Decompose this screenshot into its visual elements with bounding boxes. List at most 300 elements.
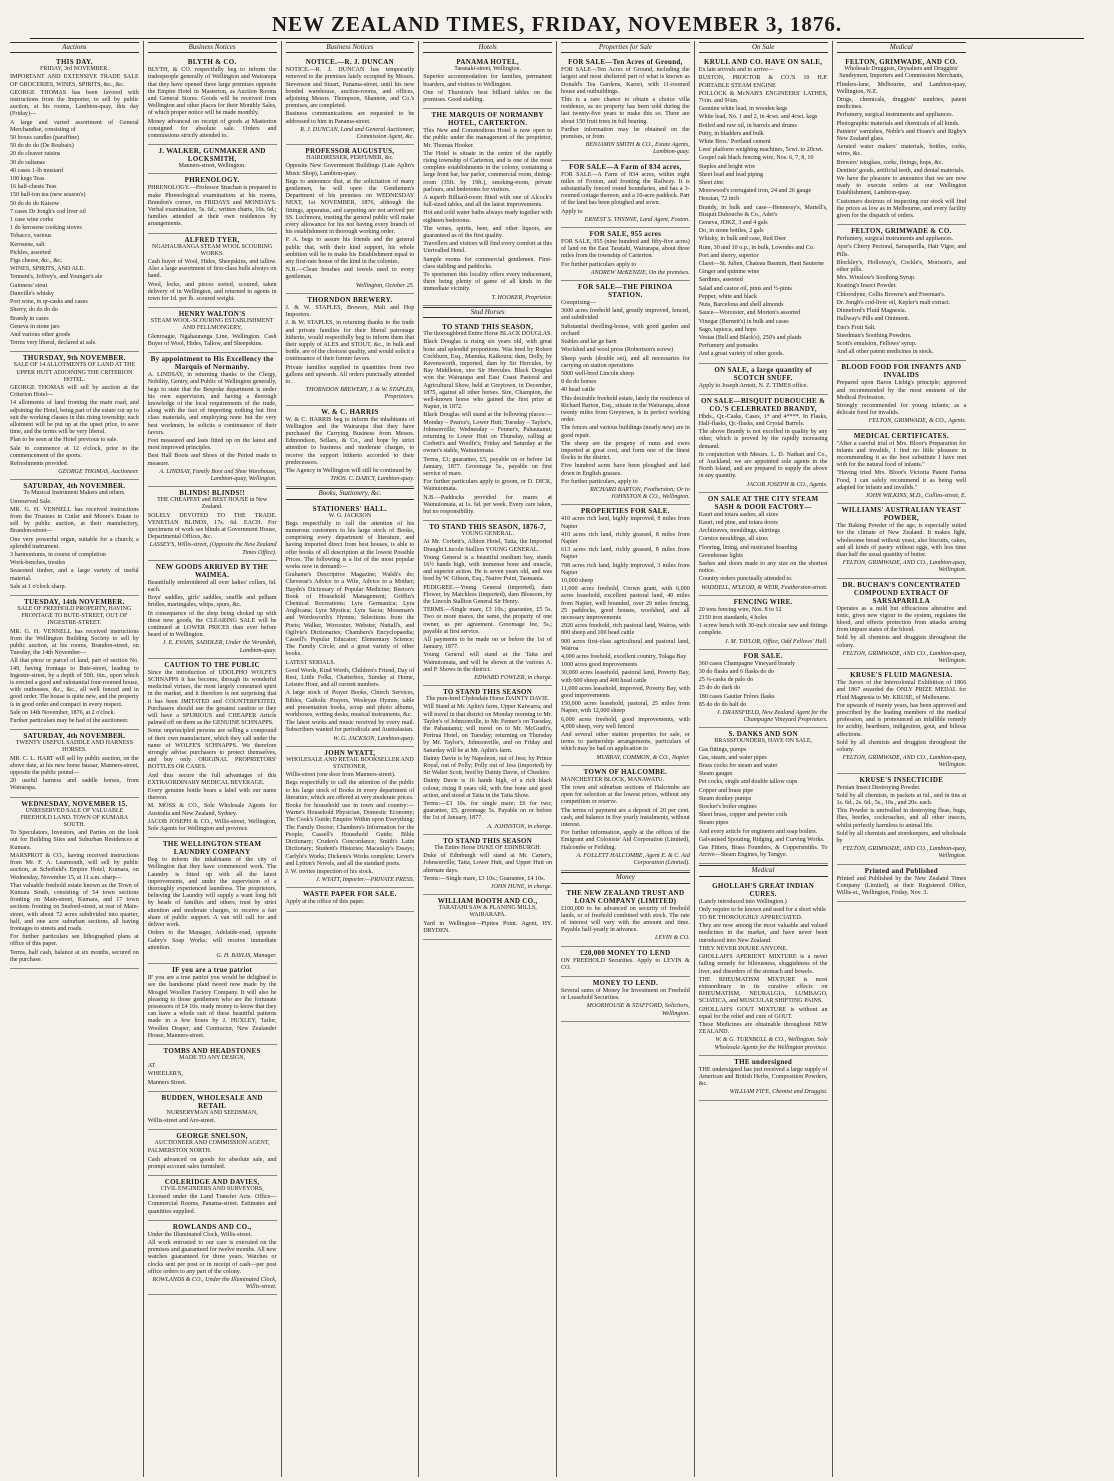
ad-signature: J. M. TAYLOR, Office, Odd Fellows' Hall. <box>724 638 828 645</box>
ad-text: Plan to be seen at the Hotel previous to sale. <box>10 437 118 444</box>
advertisement <box>837 56 967 225</box>
advertisement <box>148 145 277 174</box>
ad-subheading: FRIDAY, 3rd NOVEMBER. <box>40 66 109 73</box>
ad-text: In conjunction with Messrs. L. D. Nathan and Co., of Auckland, we are appointed sole agents in the North Island, and are prepared to supply the above in any quantity. <box>698 451 828 480</box>
ad-text: 360 cases Champagne Vineyard brandy <box>698 660 796 667</box>
ad-signature: GEORGE THOMAS, Auctioneer. <box>58 469 139 476</box>
ad-text: The Agency in Wellington will still be continued by <box>285 467 412 474</box>
ad-text: 40 cases 1-lb mustard <box>10 167 63 174</box>
ad-text: Young General is a beautiful medium bay, stands 16½ hands high, with immense bone and muscle, and superior action. He is seven years old, and was bred by W. Gibson, Esq., Native Point, Tasmania. <box>423 554 552 583</box>
ad-text: Private families supplied in quantities from two gallons and upwards. All orders punctually attended to. <box>285 364 415 385</box>
ad-text: For further particulars, apply to <box>561 478 638 485</box>
ad-subheading: NURSERYMAN AND SEEDSMAN, <box>166 1109 258 1116</box>
ad-text: Architraves, mouldings, skirtings <box>698 528 780 535</box>
ad-text: Do, in stone bottles, 2 gals <box>698 228 764 235</box>
column-5 <box>557 41 695 1477</box>
ad-heading: TUESDAY, 14th NOVEMBER. <box>24 598 125 606</box>
ad-text: Flooring, lining, and rusticated boarding <box>698 544 798 551</box>
ad-text: RUSTON, PROCTOR & CO.'S 10 H.P. PORTABLE STEAM ENGINE <box>698 75 828 89</box>
ad-text: Drugs, chemicals, druggists' sundries, patent medicines. <box>836 97 967 111</box>
ad-signature: G. H. BAYLIS, Manager. <box>216 952 277 959</box>
newspaper-page <box>6 41 1108 1477</box>
ad-signature: J. E. EVANS, SADDLER, Under the Verandah, Lambton-quay. <box>162 640 277 654</box>
section-heading: Medical <box>699 865 828 876</box>
ad-text: The latest works and music received by every mail. Subscribers wanted for periodicals and Australasian. <box>285 720 415 734</box>
ad-heading: THORNDON BREWERY. <box>307 295 393 304</box>
advertisement <box>423 109 552 306</box>
ad-text: Mrs. Winslow's Soothing Syrup. <box>836 275 916 282</box>
ad-text: Perfumery and pomades <box>698 343 758 350</box>
ad-text: Will Stand at Mr. Aplin's farm, Upper Kaiwarra, and will travel in that district on Monday morning to Mr. Taylor's of Johnsonville, to Mr. Fenner's on Tuesday, the Pahautanui; will travel on to Mr. McGrath's, Porirua Hotel, on Tuesday; returning on Thursday by Mr. Taylor's, Johnsonville, and on Friday and Saturday will be at Mr. Aplin's farm. <box>423 704 552 754</box>
ad-text: Photographic materials and chemicals of all kinds. <box>836 120 960 127</box>
ad-text: Terms very liberal, declared at sale. <box>10 340 97 347</box>
ad-heading: TOWN OF HALCOMBE. <box>583 767 668 776</box>
ad-text: Whisky, in bulk and case, Red Deer <box>698 236 787 243</box>
ad-text: J. & W. STAPLES, Brewers, Malt and Hop Importers. <box>285 304 415 319</box>
ad-signature: A. LINDSAY, Family Boot and Shoe Warehouse, Lambton-quay, Wellington. <box>159 468 277 482</box>
ad-signature: A. JOHNSTON, in charge. <box>487 823 552 830</box>
ad-text: Steedman's Soothing Powders. <box>836 332 912 339</box>
ad-text: FOR SALE, 955 (nine hundred and fifty-five acres) of land on the East Taratahi, Wairarapa, about three miles from the township of Carterton. <box>561 239 690 260</box>
ad-heading: W. & C. HARRIS <box>321 407 379 416</box>
ad-text: 10,000 sheep <box>561 577 594 584</box>
ad-text: Superior accommodation for families, permanent boarders, and visitors to Wellington. <box>423 74 552 88</box>
ad-subheading: The thoroughbred Entire Horse BLACK DOUGLAS. <box>423 331 552 338</box>
ad-text: The Baking Powder of the age, is especially suited for the climate of New Zealand. It makes light, wholesome bread without yeast, also biscuits, cakes, and all kinds of pastry without eggs, with less time than half the usual quantity of butter. <box>836 523 967 558</box>
advertisement <box>699 880 828 1056</box>
ad-text: Further information may be obtained on the premises, or from <box>561 126 690 141</box>
ad-text: And several other station properties for sale, or terms to partnership arrangements, particulars of which may be had on application to <box>561 732 690 753</box>
ad-text: Sago, tapioca, and hops <box>698 326 757 333</box>
ad-text: 410 acres rich land, highly improved, 8 miles from Napier <box>561 516 690 530</box>
ad-text: Steam donkey pumps <box>698 795 752 802</box>
ad-text: Prepared upon Baron Liebig's principle; approved and recommended by the most eminent of the Medical Profession. <box>836 380 967 401</box>
advertisement <box>148 234 277 309</box>
ad-text: POLLOCK & McNAB'S ENGINEERS' LATHES, 7¼in. and 9¼in. <box>698 90 828 105</box>
ad-text: Terms, half cash, balance at six months, secured on the purchase. <box>10 949 139 963</box>
ad-text: Nuts, Barcelona and shell almonds <box>698 302 784 309</box>
advertisement <box>837 504 967 578</box>
ad-heading: PROFESSOR AUGUSTUS, <box>305 147 395 156</box>
ad-text: 20 useful harness and saddle horses, from Wairarapa. <box>10 778 139 792</box>
ad-text: 1 case wine corks <box>10 217 54 224</box>
ad-subheading: The Entire Horse DUKE OF EDINBURGH. <box>434 844 542 851</box>
ad-text: Eno's Fruit Salt. <box>836 324 876 331</box>
ad-text: MR. G. H. VENNELL has received instructions from the Trustees in Cutler and Moore's Estate to sell by public auction, at their manufactory, Brandon-street— <box>10 506 139 535</box>
advertisement <box>561 161 690 228</box>
ad-text: Work-benches, trestles <box>10 560 66 567</box>
ad-text: Printed and Published by the New Zealand Times Company (Limited), at their Registered Office, Willis-st., Wellington, Friday, Nov. 3. <box>836 875 967 897</box>
ad-signature: JACOB JOSEPH & CO., Agents. <box>746 481 828 488</box>
ad-text: 85 do do do half do <box>698 701 747 708</box>
ad-heading: NEW GOODS ARRIVED BY THE WAIMEA. <box>155 562 269 579</box>
ad-text: 3600 acres freehold land, greatly improved, fenced, and subdivided <box>561 308 690 322</box>
ad-heading: ON SALE—BISQUIT DUBOUCHE & CO.'S CELEBRATED BRANDY, <box>701 396 826 413</box>
ad-signature: ERNEST S. THYNNE, Land Agent, Foxton. <box>584 216 690 223</box>
ad-text: 2150 iron standards, 4 holes <box>698 614 768 621</box>
ad-text: IMPORTANT AND EXTENSIVE TRADE SALE OF GROCERIES, WINES, SPIRITS, &c., &c. <box>10 74 139 88</box>
ad-text: Stables and lar ge barn <box>561 339 617 346</box>
ad-text: The sheep are the progeny of rams and ewes imported at great cost, and form one of the finest flocks in the district. <box>561 440 690 462</box>
ad-signature: MURRAY, COMMON, & CO., Napier. <box>596 754 690 761</box>
advertisement <box>148 174 277 233</box>
ad-text: For upwards of twenty years, has been approved and prescribed by the leading members of the medical profession, and is pronounced an infallible remedy for acidity, heartburn, indigestion, gout, and bilious affections. <box>836 702 967 738</box>
ad-text: One of Thurston's best billiard tables on the premises. Good stabling. <box>423 89 552 104</box>
ad-subheading: CIVIL ENGINEERS AND SURVEYORS, <box>160 1185 264 1192</box>
ad-heading: ON SALE AT THE CITY STEAM SASH & DOOR FACTORY— <box>707 494 819 511</box>
ad-text: MANCHESTER BLOCK, MANAWATU. <box>561 776 665 783</box>
ad-text: Salad and castor oil, pints and ½-pints <box>698 285 792 292</box>
advertisement <box>10 352 139 480</box>
ad-text: And various other goods <box>10 331 71 338</box>
ad-text: 11,000 acres leasehold, improved, Poverty Bay, with good improvements <box>561 685 690 700</box>
ad-signature: RICHARD BARTON, Featherston; Or to JOHNSTON & CO., Wellington. <box>590 486 690 501</box>
ad-text: Apply to <box>561 208 583 215</box>
advertisement <box>699 364 828 395</box>
ad-text: The Jurors of the Intercolonial Exhibition of 1866 and 1867 awarded the ONLY PRIZE MEDAL for Fluid Magnesia to Mr. KRUSE, of Melbourne. <box>836 680 967 701</box>
advertisement <box>561 228 690 281</box>
ad-text: Lees' platform weighing machines, 5cwt. to 20cwt. <box>698 147 824 154</box>
ad-text: Kauri and totara sashes, all sizes <box>698 511 778 518</box>
advertisement <box>561 887 690 947</box>
advertisement <box>837 225 967 361</box>
ad-text: Geneva, JDKZ, 3 and 4 gals <box>698 220 768 227</box>
ad-text: Boys' saddles, girls' saddles, snaffle and pelham bridles, martingales, whips, spurs, &c. <box>147 595 277 609</box>
ad-text: Sold by all chemists and druggists throughout the colony. <box>836 635 967 649</box>
ad-text: FOR SALE—Ten Acres of Ground, including the largest and most sheltered part of what is known as Donald's Tea Gardens, Karori, with 11-roomed house and outbuildings. <box>561 67 690 95</box>
ad-subheading: THE CHEAPEST and BEST HOUSE in New Zealand. <box>157 497 268 511</box>
ad-text: Pet cocks, single and double tallow cups <box>698 779 798 786</box>
ad-subheading: HAIRDRESSER, PERFUMER, &c. <box>306 155 394 162</box>
ad-text: Country orders punctually attended to. <box>698 576 793 583</box>
ad-signature: R. J. DUNCAN, Land and General Auctioneer, Commission Agent, &c. <box>300 126 415 141</box>
ad-text: Further particulars may be had of the auctioneer. <box>10 718 129 725</box>
ad-text: Cornice mouldings, all sizes <box>698 536 768 543</box>
ad-heading: FOR SALE. <box>743 651 783 660</box>
ad-signature: EDWARD FOWLER, in charge. <box>474 675 552 682</box>
ad-text: And a great variety of other goods. <box>698 351 784 358</box>
ad-text: Refreshments provided. <box>10 460 69 467</box>
ad-text: The wines, spirits, beer, and other liquors, are guaranteed as of the first quality. <box>423 225 552 240</box>
ad-signature: BENJAMIN SMITH & CO., Estate Agents, Lambton-quay. <box>585 142 690 156</box>
ad-signature: FELTON, GRIMWADE, AND CO., Lambton-quay, Wellington. <box>842 755 967 769</box>
ad-text: This New and Commodious Hotel is now open to the public under the management of the proprietor, Mr. Thomas Hooker. <box>423 128 552 149</box>
ad-text: Ex late arrivals and to arrive— <box>698 67 775 74</box>
ad-text: Tennent's, Jeffrey's, and Younger's ale <box>10 274 103 281</box>
ad-text: To Speculators, Investors, and Parties on the look out for Building Sites and Suburban Residences at Kumara. <box>10 830 139 851</box>
ad-text: Willis-street and Aro-street. <box>147 1117 216 1124</box>
ad-text: For further particulars apply to <box>561 261 637 268</box>
ad-heading: WEDNESDAY, NOVEMBER 15. <box>21 799 128 808</box>
ad-text: Pepper, white and black <box>698 293 758 300</box>
ad-text: Under the Illuminated Clock, Willis-street. <box>147 1231 252 1238</box>
advertisement <box>561 505 690 766</box>
ad-text: Dainty Davie is by Napoleon, out of Jess; by Prince Royal, out of Polly; Polly out of Jess (imported) by Sir Walter Scott, bred by Dainty Davie, of Cheshire. <box>423 755 552 777</box>
advertisement <box>423 895 552 940</box>
advertisement <box>148 353 277 487</box>
ad-text: This desirable freehold estate, lately the residence of Richard Barton, Esq., situate in the Wairarapa, about twenty miles from Greytown, is in perfect working order. <box>561 395 690 424</box>
ad-text: BLYTH, & CO. respectfully beg to inform the tradespeople generally of Wellington and Wairarapa that they have opened three large premises opposite the Empire Hotel in Masterton, as Auction Rooms and General Stores. Goods will be received from Wellington and other places for their Monthly Sales, of which proper notice will be made monthly. <box>147 67 277 117</box>
ad-text: 30 do flasks and 6 flasks do do <box>698 669 775 675</box>
ad-subheading: Taranaki-street, Wellington. <box>454 66 522 73</box>
ad-signature: LEVIN & CO. <box>655 935 690 942</box>
ad-text: Dainty Davie is 16 hands high, of a rich black colour, rising 8 years old, with fine bone and good action, and stood at Taita in the Taita Show. <box>423 778 552 799</box>
ad-text: Gas fittings, pumps <box>698 746 747 753</box>
ad-signature: THOS. C. DARCY, Lambton-quay. <box>330 476 415 483</box>
section-heading: Business Notices <box>148 42 277 53</box>
ad-heading: TOMBS AND HEADSTONES <box>163 1046 261 1055</box>
ad-text: For further particulars apply to groom, or D. DICK, Wainuiomata. <box>423 479 552 493</box>
ad-text: Port and sherry, superior <box>698 252 759 259</box>
ad-text: Aerated water makers' materials, bottles, corks, wires, &c. <box>836 144 967 158</box>
ad-text: Putty, in bladders and bulk <box>698 130 764 137</box>
ad-heading: TO STAND THIS SEASON, 1876-7, <box>429 523 547 532</box>
ad-heading: SATURDAY, 4th NOVEMBER. <box>23 732 126 741</box>
section-heading: On Sale <box>699 42 828 53</box>
ad-text: THE RHEUMATISM MIXTURE is most extraordinary in its curative effects on RHEUMATISM, NEURALGIA, LUMBAGO, SCIATICA, and MUSCULAR SHIFTING PAINS. <box>698 976 828 1005</box>
ad-text: PHRENOLOGY.—Professor Strachan is prepared to make Phrenological examinations at his rooms, Brandon's corner, on FRIDAYS and MONDAYS. Verbal examination, 5s. 6d.; written charts, 10s. 6d.; families attended at their own residences by arrangements. <box>147 185 277 228</box>
advertisement <box>148 1176 277 1221</box>
ad-signature: WADDELL, M'LEOD, & WEIR, Featherston-street. <box>701 584 828 591</box>
advertisement <box>699 493 828 596</box>
ad-text: Sample rooms for commercial gentlemen. First-class stabling and paddocks. <box>423 256 552 270</box>
ad-text: GEORGE THOMAS will sell by auction at the Criterion Hotel— <box>10 384 139 399</box>
ad-text: Sheep yards (double set), and all necessaries for carrying on station operations <box>561 355 690 369</box>
ad-text: 180 cases Gautier Frères flasks <box>698 693 775 700</box>
ad-text: 150,000 acres leasehold, pastoral, 25 miles from Napier, with 12,000 sheep <box>561 701 690 715</box>
ad-text: 7 cases Dr Jongh's cod liver oil <box>10 208 86 215</box>
advertisement <box>148 1092 277 1130</box>
ad-text: Substantial dwelling-house, with good garden and orchard <box>561 323 690 337</box>
ad-heading: FOR SALE—A Farm of 834 acres, <box>569 162 682 171</box>
column-3 <box>282 41 420 1477</box>
ad-text: J. W. invites inspection of his stock. <box>285 868 374 875</box>
column-6 <box>695 41 833 1477</box>
ad-text: Flinders-lane, Melbourne, and Lambton-quay, Wellington, N.Z. <box>836 81 967 95</box>
ad-text: Sale to commence at 12 o'clock, prior to the commencement of the sports. <box>10 445 139 459</box>
ad-text: A superb Billiard-room fitted with one of Alcock's full-sized tables, and all the latest improvements. <box>423 195 552 209</box>
ad-text: Several sums of Money for Investment on Freehold or Leasehold Securities. <box>561 987 690 1002</box>
advertisement <box>148 56 277 145</box>
ad-text: Pickles, assorted <box>10 249 51 256</box>
advertisement <box>286 406 415 488</box>
ad-text: Boiled and raw oil, in barrels and drums <box>698 122 797 129</box>
column-1 <box>6 41 144 1477</box>
ad-text: Brandy in cases <box>10 315 49 322</box>
ad-heading: Printed and Published <box>864 866 938 875</box>
ad-heading: FENCING WIRE. <box>733 597 793 606</box>
ad-text: Opposite New Government Buildings (Late Aplin's Music Shop), Lambton-quay. <box>285 163 415 177</box>
ad-text: W. & C. HARRIS beg to inform the inhabitants of Wellington and the Wairarapa that they have purchased the Carrying Business from Messrs. Edmondson, Sellars, & Co., and hope by strict attention to business and moderate charges, to receive the support hitherto accorded to their predecessors. <box>285 416 415 466</box>
ad-heading: J. WALKER, GUNMAKER AND LOCKSMITH, <box>158 147 266 164</box>
advertisement <box>699 728 828 864</box>
advertisement <box>286 888 415 911</box>
ad-text: Feet measured and lasts fitted up on the latest and most improved principles. <box>147 437 277 452</box>
ad-text: 14 allotments of land fronting the main road, and adjoining the Hotel, being part of the estate cut up to suit the working classes in this rising township; each allotment will be put up at the upset price, to save time, and the terms will be very liberal. <box>10 400 139 436</box>
ad-text: NOTICE.—R. J. DUNCAN has temporarily removed to the premises lately occupied by Messrs. Stevenson and Stuart, Panama-street, until his new bonded warehouse, auction-rooms, and offices, adjoining Messrs. Thompson, Shannon, and Co.'s premises, are completed. <box>285 67 415 110</box>
ad-text: And every article for engineers and soap boilers. <box>698 828 818 835</box>
ad-text: Seasoned timber, and a large variety of useful material. <box>10 568 139 582</box>
ad-text: And thus secure the full advantages of this EXTRAORDINARY MEDICAL BEVERAGE. <box>147 772 277 786</box>
ad-text: 2920 acres freehold, rich pastoral land, Wairoa, with 800 sheep and 100 head cattle <box>561 623 690 637</box>
ad-text: AT <box>147 1063 156 1070</box>
ad-text: And all other patent medicines in stock. <box>836 349 934 356</box>
ad-text: Guinness' stout <box>10 282 48 289</box>
ad-text: Sherry, do do do do <box>10 307 58 314</box>
ad-text: One very powerful organ, suitable for a church; a splendid instrument. <box>10 536 139 550</box>
ad-text: For further particulars see lithographed plans at office of this paper. <box>10 934 139 948</box>
ad-subheading: WHOLESALE AND RETAIL BOOKSELLER AND STATIONER, <box>286 756 414 771</box>
ad-heading: PHRENOLOGY. <box>184 176 240 185</box>
ad-text: Sold by all chemists, in packets at 6d., and in tins at 1s. 6d., 2s. 6d., 5s., 10s., and 20s. each. <box>836 792 967 807</box>
ad-text: 50 do do do (De Roubaix) <box>10 143 74 150</box>
ad-text: 25 do do dark do <box>698 685 741 692</box>
ad-text: Sheet zinc <box>698 180 724 187</box>
ad-text: Vinegar (Burnett's) in bulk and cases <box>698 318 789 325</box>
ad-text: Brewers' isinglass, corks, finings, hops, &c. <box>836 159 944 166</box>
ad-signature: J. DRANSFIELD, New Zealand Agent for the Champagne Vineyard Proprietors. <box>716 710 828 724</box>
ad-heading: COLERIDGE AND DAVIES, <box>164 1177 260 1186</box>
ad-text: All payments to be made on or before the 1st of January, 1877. <box>423 637 552 651</box>
ad-text: Sheet lead and lead piping <box>698 171 764 178</box>
advertisement <box>286 56 415 145</box>
ad-text: PEDIGREE.—Young General (imported), dam Flower, by Matchless (imported), dam Blossom, by the Lincoln Stallion General Sir Henry. <box>423 584 552 605</box>
ad-heading: WILLIAM BOOTH AND CO., <box>437 897 538 906</box>
ad-heading: THURSDAY, 9th NOVEMBER. <box>22 354 126 363</box>
ad-text: 11,000 acres freehold, Crown grant, with 6,000 acres leasehold, excellent pastoral land, 40 miles from Napier, well bounded, over 20 miles fencing, 25 paddocks, good houses, woolshed, and all necessary improvements <box>561 586 690 621</box>
ad-text: We have the pleasure to announce that we are now ready to execute orders at our Wellington Establishment, Lambton-quay. <box>836 176 967 197</box>
ad-text: WHEELER'S, <box>147 1071 183 1078</box>
ad-text: Begs respectfully to call the attention of his numerous customers to his large stock of Books, comprising every department of literature, and having imported direct from best houses, is able to offer books of all description at the lowest Possible Prices. The following is a list of the most popular works now in demand:— <box>285 520 415 570</box>
ad-text: Terms, £3; guarantee, £5, payable on or before 1st January, 1877. Groomage 5s., payable on first service of mare. <box>423 456 552 477</box>
ad-text: Black Douglas is rising six years old, with great bone and splendid proportions. Was bred by Robert Cockburn, Esq., Manuka, Kaikoura; dam, Dolly, by Ravensworth, imported, dam by Sir Hercules, by Bay Middleton, sire Sir Hercules. Black Douglas won the Wairarapa and East Coast Pastoral and Agricultural Show, held at Greytown, in December, 1875, against all other horses. Sire, Champion, the well-known horse who gained the first prize at Napier, in 1872. <box>423 339 552 411</box>
advertisement <box>423 686 552 835</box>
advertisement <box>286 294 415 406</box>
advertisement <box>148 487 277 561</box>
ad-subheading: AUCTIONEER AND COMMISSION AGENT, <box>154 1140 270 1147</box>
ad-text: Perfumery, surgical instruments and appliances. <box>836 112 954 119</box>
ad-signature: WILLIAM FIFE, Chemist and Druggist. <box>729 1089 828 1096</box>
ad-text: Licensed under the Land Transfer Acts. Office—Commercial Rooms, Panama-street. Estimates and quantities supplied. <box>147 1194 277 1215</box>
ad-subheading: UNRESERVED SALE OF VALUABLE FREEHOLD LAND. TOWN OF KUMARA SOUTH. <box>20 807 129 829</box>
ad-text: SOLELY DEVOTED TO THE TRADE. VENETIAN BLINDS, 17s. 6d. EACH. For specimens of work see blinds at Government House, Departmental Offices, &c. <box>147 512 277 541</box>
ad-text: 50 boxes candles (paraffine) <box>10 135 80 142</box>
ad-text: THEY NEVER INJURE ANYONE. <box>698 945 788 952</box>
ad-text: Wool, locks, and pieces sorted, scoured, taken delivery of in Wellington, and returned to agents in town for 1d. per lb. scoured weight. <box>147 281 277 303</box>
advertisement <box>148 1045 277 1092</box>
ad-text: ON FREEHOLD Securities. Apply to LEVIN & CO. <box>561 957 690 971</box>
ad-text: GHOLLAH'S GOUT MIXTURE is without an equal for the relief and cure of GOUT. <box>698 1006 828 1020</box>
ad-signature: JOHN HUNE, in charge. <box>490 883 552 890</box>
ad-text: Woolshed and wool press (Robertson's screw) <box>561 347 674 354</box>
ad-heading: FOR SALE—Ten Acres of Ground, <box>568 58 683 67</box>
ad-text: Black Douglas will stand at the following places:—Monday – Pearce's, Lower Hutt; Tuesday – Taylor's, Johnsonville; Wednesday – Fenner's, Pahautanui; returning to Lower Hutt on Thursday, calling at Corbett's and Woolfe's; Friday and Saturday at the owner's stable, Wainuiomata. <box>423 412 552 455</box>
ad-text: LATEST SERIALS. <box>285 659 336 666</box>
advertisement <box>561 766 690 871</box>
advertisement <box>286 747 415 888</box>
ad-text: Apply at the office of this paper. <box>285 899 365 906</box>
ad-signature: W. & G. TURNBULL & CO., Wellington. Sole Wholesale Agents for the Wellington province. <box>714 1037 828 1051</box>
ad-heading: £20,000 MONEY TO LEND <box>580 948 671 957</box>
ad-text: Hessian, 72 inch <box>698 196 740 203</box>
ad-signature: FELTON, GRIMWADE, AND CO., Lambton-quay, Wellington. <box>842 846 967 860</box>
ad-text: The fences and various buildings (nearly new) are in good repair. <box>561 425 690 439</box>
ad-subheading: YOUNG GENERAL. <box>461 531 514 538</box>
ad-text: Terms:—Single mare, £3 10s.; Guarantee, £4 10s. <box>423 875 546 882</box>
advertisement <box>561 281 690 505</box>
ad-text: 25 ¼-casks de palo do <box>698 677 754 684</box>
ad-subheading: BRASSFOUNDERS, HAVE ON SALE, <box>714 738 812 745</box>
ad-text: 1 do kerosene cooking stoves <box>10 225 82 232</box>
ad-text: MR. G. H. VENNELL has received instructions from the Wellington Building Society to sell by public auction, at his rooms, Brandon-street, on Tuesday, the 14th November— <box>10 628 139 657</box>
ad-heading: DR. BUCHAN'S CONCENTRATED COMPOUND EXTRACT OF SARSAPARILLA <box>842 580 961 605</box>
ad-text: Cash advanced on goods for absolute sale, and prompt account sales furnished. <box>147 1156 277 1170</box>
ad-text: Copper and brass pipe <box>698 787 754 794</box>
ad-text: Best Hall Boots and Shoes of the Period made to measure. <box>147 453 277 467</box>
ad-heading: JOHN WYATT, <box>324 748 376 757</box>
ad-text: To sportsmen this locality offers every inducement, there being plenty of game of all kinds in the immediate vicinity. <box>423 272 552 293</box>
section-heading: Hotels <box>423 42 552 53</box>
ad-text: That valuable freehold estate known as the Town of Kumara South, consisting of 54 town sections fronting on Main-street, Kumara, and 17 town sections fronting on Seaford-street, at rear of Main-street, with about 72 acres subdivided into quarter, half, and one acre suburban sections, all having frontages to streets and roads. <box>10 882 139 932</box>
ad-text: Hallway's Pills and Ointment. <box>836 316 910 323</box>
advertisement <box>699 56 828 363</box>
ad-text: 40 head cattle <box>561 387 595 394</box>
ad-signature: FELTON, GRIMWADE, & CO., Agents. <box>868 418 967 425</box>
ad-heading: ROWLANDS AND CO., <box>172 1222 252 1231</box>
ad-text: White lead, No. 1 and 2, in 4cwt. and 4cwt. kegs <box>698 114 818 121</box>
ad-text: THE undersigned has just received a large supply of American and British Herbs, Composition Powders, &c. <box>698 1066 828 1088</box>
ad-text: Sale on 14th November, 1876, at 2 o'clock. <box>10 709 116 716</box>
ad-text: For further information, apply at the offices of the Emigrant and Colonists' Aid Corporation (Limited), Halcombe or Feilding. <box>561 830 690 851</box>
ad-text: 30 do sultanas <box>10 159 45 166</box>
ad-text: Steam pipes <box>698 820 729 827</box>
ad-text: A large stock of Prayer Books, Church Services, Bibles, Catholic Prayers, Wesleyan Hymns, table and presentation books, scrap and photo albums, workboxes, writing desks, musical instruments, &c. <box>285 690 415 719</box>
ad-text: Hot and cold water baths always ready together with eighteen bedrooms. <box>423 210 552 224</box>
ad-text: 30,000 acres leasehold, pastoral land, Poverty Bay, with 600 sheep and 400 head cattle <box>561 670 690 684</box>
ad-text: In consequence of the shop being choked up with these new goods, the CLEARING SALE will be continued at LOWER PRICES than ever before heard of in Wellington. <box>147 610 277 639</box>
ad-text: The town and suburban sections of Halcombe are open for selection at the lowest prices, without any competition or reserve. <box>561 785 690 806</box>
advertisement <box>423 521 552 686</box>
ad-heading: PROPERTIES FOR SALE. <box>580 507 670 516</box>
section-heading: Stud Horses <box>423 307 552 318</box>
ad-text: Vestas (Bell and Black's), 250's and plaids <box>698 334 802 341</box>
ad-text: Travellers and visitors will find every comfort at this Unrivalled Hotel. <box>423 241 552 255</box>
ad-text: 50 do do do Kaisow <box>10 200 60 207</box>
advertisement <box>10 56 139 352</box>
ad-heading: THE WELLINGTON STEAM LAUNDRY COMPANY <box>162 840 262 857</box>
ad-heading: WASTE PAPER FOR SALE. <box>303 890 397 899</box>
ad-text: Sauce—Worcester, and Morton's assorted <box>698 310 801 317</box>
ad-heading: CAUTION TO THE PUBLIC <box>164 660 260 669</box>
ad-heading: KRUSE'S FLUID MAGNESIA. <box>850 671 953 680</box>
ad-heading: TO STAND THIS SEASON, <box>442 323 534 332</box>
ad-text: FOR SALE—A Farm of 834 acres, within eight miles of Foxton, and fronting the Railway. It is substantially fenced round boundaries, and has a 3-roomed cottage thereon, and a 10-acre paddock. Part of the land has been ploughed and sown. <box>561 171 690 207</box>
ad-heading: BLOOD FOOD FOR INFANTS AND INVALIDS <box>841 363 962 380</box>
ad-signature: J. WYATT, Importer.—PRIVATE PRESS. <box>316 877 415 884</box>
ad-heading: TO STAND THIS SEASON <box>443 688 533 697</box>
ad-text: Dr. Jongh's cod-liver oil, Kepler's malt extract. <box>836 299 951 306</box>
ad-text: Sold by all chemists and storekeepers, and wholesale by <box>836 830 967 845</box>
ad-text: Brandy, in bulk and case—Hennessy's, Martell's, Bisquit Dubouche & Co., Adet's <box>698 204 828 218</box>
advertisement <box>148 964 277 1045</box>
ad-heading: BUDDEN, WHOLESALE AND RETAIL <box>161 1093 263 1110</box>
ad-text: GHOLLAH'S APERIENT MIXTURE is a never failing remedy for biliousness, sluggishness of the liver, and disorders of the stomach and bowels. <box>698 954 828 975</box>
ad-heading: FOR SALE, 955 acres <box>589 230 662 239</box>
ad-text: Keating's Insect Powder. <box>836 283 897 290</box>
ad-heading: FELTON, GRIMWADE & CO. <box>851 227 952 236</box>
ad-text: Money advanced on receipt of goods at Masterton consigned for absolute sale. Orders and commissions strictly attended to. <box>147 118 277 140</box>
ad-text: Stocker's boiler engines <box>698 804 757 811</box>
